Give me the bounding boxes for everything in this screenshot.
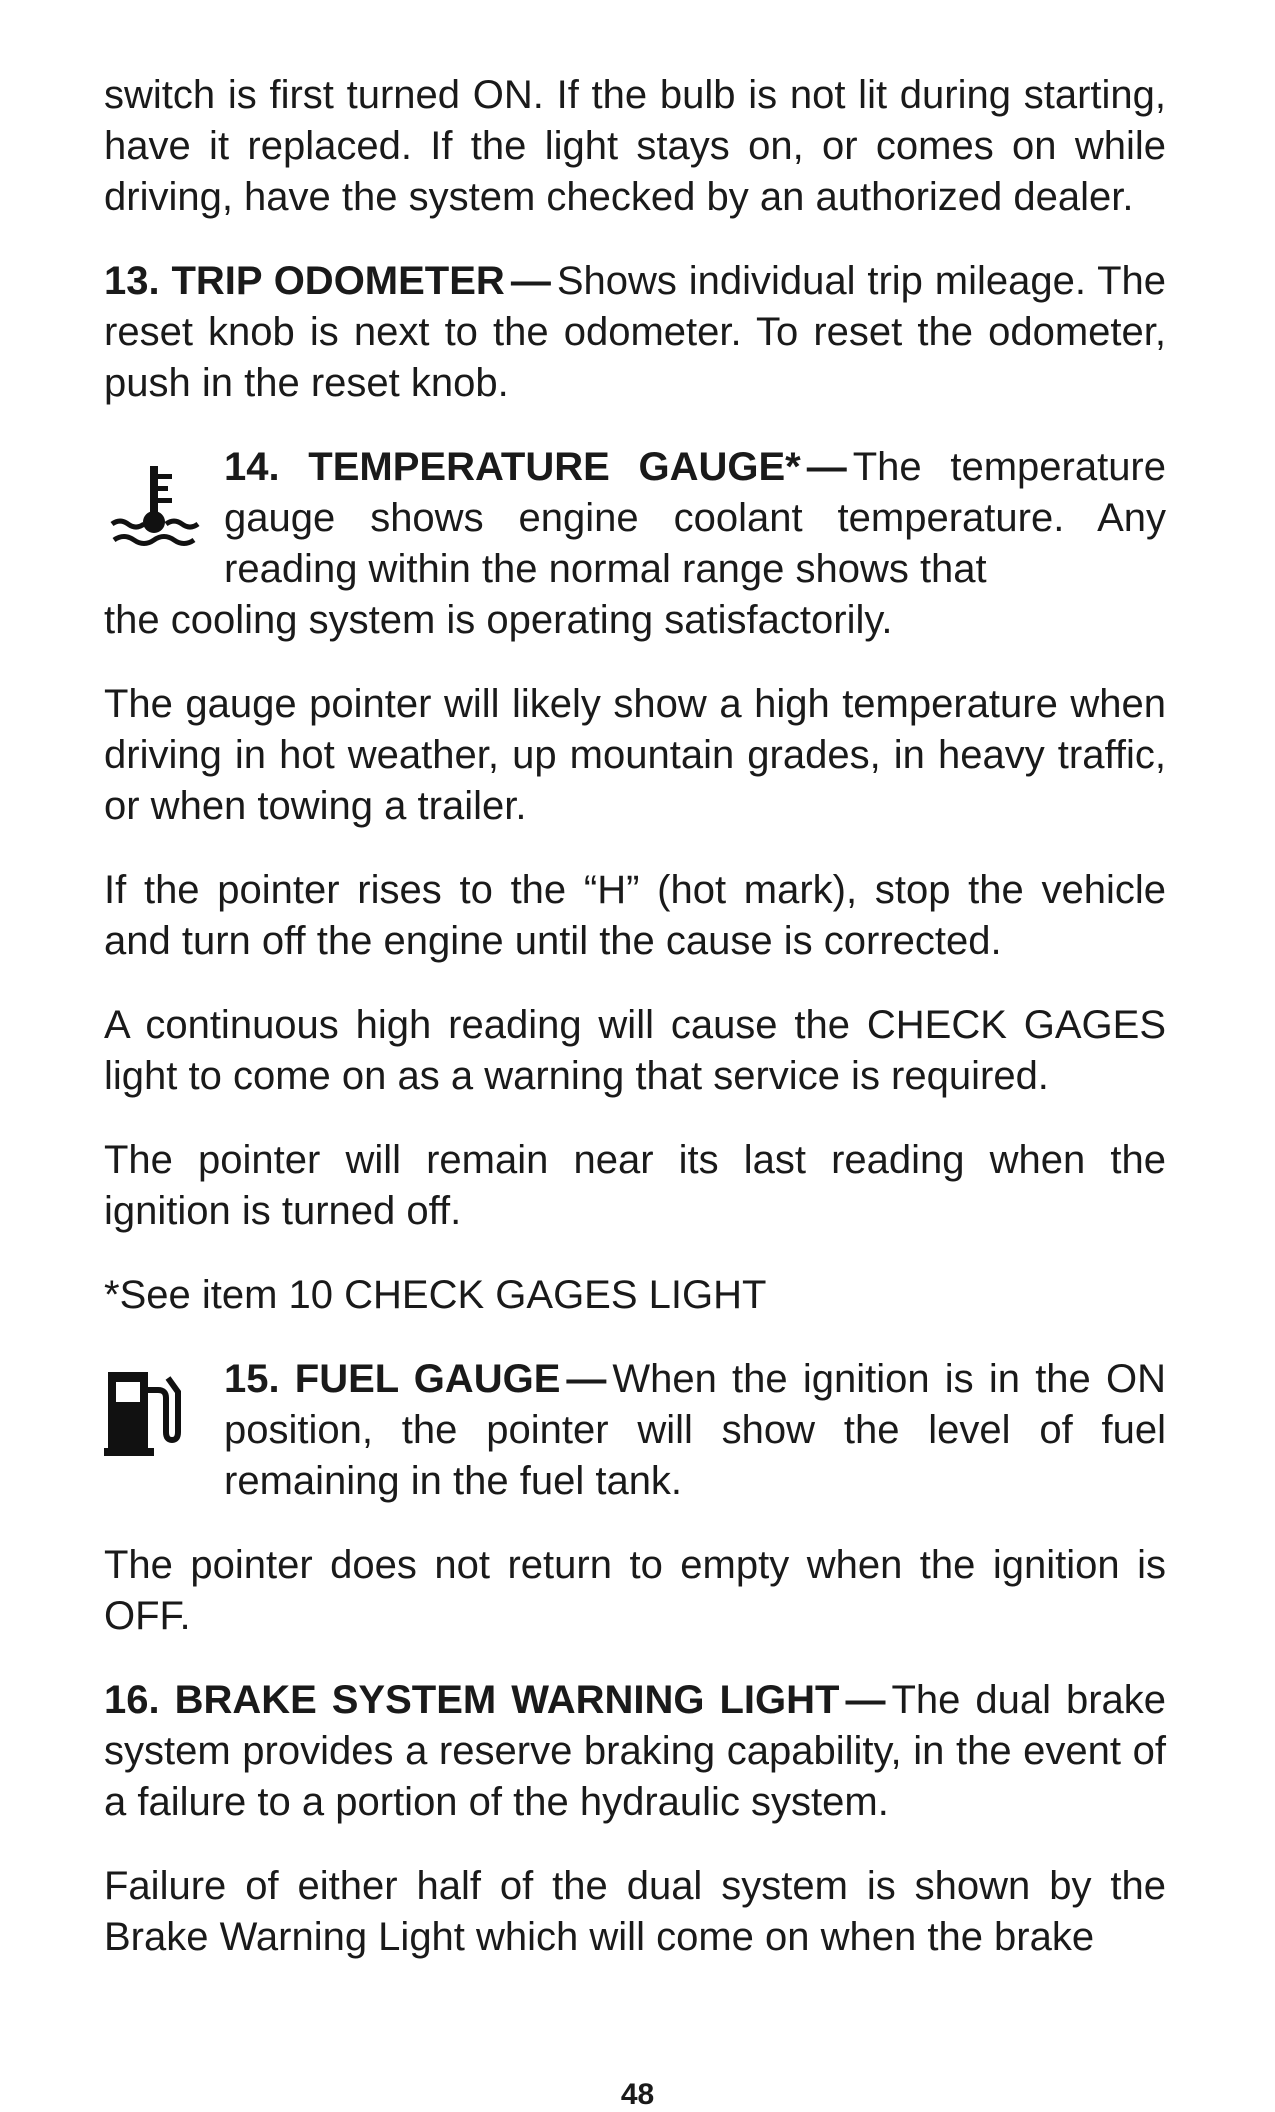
paragraph-brake-failure: Failure of either half of the dual system is shown by the Brake Warning Light which will come on when the brake [104, 1864, 1166, 1959]
paragraph-continuous-reading: A continuous high reading will cause the CHECK GAGES light to come on as a warning that service is required. [104, 1003, 1166, 1098]
manual-page [104, 70, 1166, 1996]
page-number: 48 [620, 2078, 655, 2111]
item-15-block [104, 1354, 1166, 1507]
paragraph-pointer-remain: The pointer will remain near its last reading when the ignition is turned off. [104, 1138, 1166, 1233]
item-16-text: The dual brake system provides a reserve braking capability, in the event of a failure to a portion of the hydraulic system. [104, 1678, 1167, 1824]
item-13-text: Shows individual trip mileage. The reset knob is next to the odometer. To reset the odometer, push in the reset knob. [104, 259, 1166, 405]
coolant-temperature-icon [108, 460, 204, 561]
item-15-fuel-gauge [104, 1354, 1166, 1507]
paragraph-gauge-high: The gauge pointer will likely show a high temperature when driving in hot weather, up mountain grades, in heavy traffic, or when towing a trailer. [104, 682, 1166, 828]
item-14-indented-text [104, 442, 1166, 595]
item-13-trip-odometer [104, 256, 1166, 409]
item-14-heading: 14. TEMPERATURE GAUGE* [224, 445, 801, 489]
paragraph-hot-mark: If the pointer rises to the “H” (hot mark), stop the vehicle and turn off the engine until the cause is corrected. [104, 868, 1166, 963]
paragraph-continued: switch is first turned ON. If the bulb is not lit during starting, have it replaced. If the light stays on, or comes on while driving, have the system checked by an authorized dealer. [104, 73, 1166, 219]
footnote-check-gages: *See item 10 CHECK GAGES LIGHT [104, 1273, 767, 1317]
item-16-dash: — [845, 1678, 886, 1722]
fuel-pump-icon [104, 1364, 194, 1465]
item-15-dash: — [566, 1357, 607, 1401]
item-13-dash: — [510, 259, 551, 303]
item-14-dash: — [806, 445, 847, 489]
item-14-text-indented: The temperature gauge shows engine coolant temperature. Any reading within the normal range shows that [224, 445, 1166, 591]
item-15-text: When the ignition is in the ON position, the pointer will show the level of fuel remaining in the fuel tank. [224, 1357, 1166, 1503]
item-14-block [104, 442, 1166, 646]
item-16-brake-warning [104, 1675, 1166, 1828]
paragraph-pointer-empty: The pointer does not return to empty when the ignition is OFF. [104, 1543, 1166, 1638]
item-16-heading: 16. BRAKE SYSTEM WARNING LIGHT [104, 1678, 840, 1722]
item-14-text-full: the cooling system is operating satisfactorily. [104, 598, 893, 642]
item-13-heading: 13. TRIP ODOMETER [104, 259, 505, 303]
item-15-heading: 15. FUEL GAUGE [224, 1357, 561, 1401]
